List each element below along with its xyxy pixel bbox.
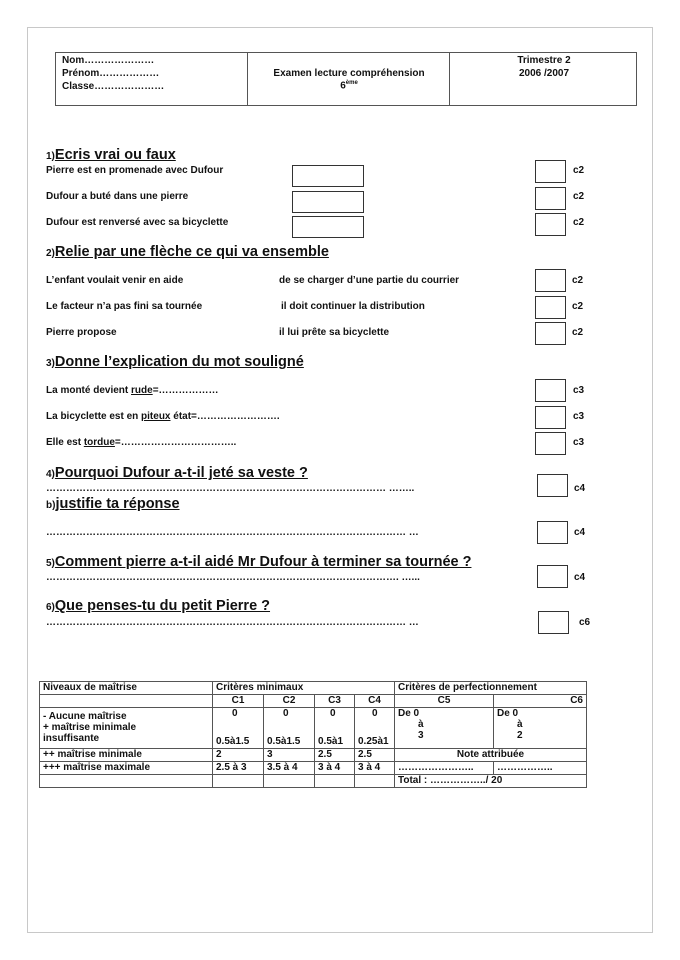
criterion-label: c2 xyxy=(573,217,585,228)
grid-cell: De 0 à 3 xyxy=(395,708,494,749)
grid-cell: 3 à 4 xyxy=(315,762,355,775)
criterion-label: c2 xyxy=(572,327,584,338)
question-1-heading: 1)Ecris vrai ou faux xyxy=(46,147,176,163)
grid-cell: 2.5 xyxy=(355,749,395,762)
grid-col-label: C5 xyxy=(395,695,494,708)
school-year: 2006 /2007 xyxy=(518,68,570,79)
grid-cell: 0 0.5à1.5 xyxy=(213,708,264,749)
trimestre: Trimestre 2 xyxy=(517,55,571,66)
question-3-heading: 3)Donne l’explication du mot souligné xyxy=(46,354,304,370)
grid-cell: De 0 à 2 xyxy=(494,708,587,749)
note-attribuee-label: Note attribuée xyxy=(395,749,587,762)
underlined-word: tordue xyxy=(83,437,115,448)
question-2-heading: 2)Relie par une flèche ce qui va ensemble xyxy=(46,244,329,260)
score-box[interactable] xyxy=(535,213,566,236)
criterion-label: c6 xyxy=(579,617,591,628)
exam-level: 6ème xyxy=(340,80,358,92)
grid-cell: 3.5 à 4 xyxy=(264,762,315,775)
score-box[interactable] xyxy=(535,160,566,183)
grid-header-minimaux: Critères minimaux xyxy=(213,682,395,695)
q2-left-item: Le facteur n’a pas fini sa tournée xyxy=(46,301,203,312)
q2-right-item: il lui prête sa bicyclette xyxy=(279,327,390,338)
criterion-label: c2 xyxy=(573,191,585,202)
q2-left-item: Pierre propose xyxy=(46,327,117,338)
answer-line[interactable]: ………………………………………………………………………………………… …….. xyxy=(46,483,415,494)
answer-line[interactable]: ……………………………………………………………………………………………. …... xyxy=(46,572,420,583)
criterion-label: c4 xyxy=(574,572,586,583)
total-field[interactable]: Total : ……………../ 20 xyxy=(395,775,587,788)
criterion-label: c2 xyxy=(572,301,584,312)
q2-left-item: L’enfant voulait venir en aide xyxy=(46,275,184,286)
grid-col-label: C3 xyxy=(315,695,355,708)
underlined-word: piteux xyxy=(141,411,171,422)
underlined-word: rude xyxy=(131,385,153,396)
grid-col-label: C6 xyxy=(494,695,587,708)
field-classe: Classe………………… xyxy=(62,81,165,92)
exam-title: Examen lecture compréhension xyxy=(273,68,425,79)
answer-line[interactable]: ……………………………………………………………………………………………… … xyxy=(46,527,419,538)
grid-row-label: +++ maîtrise maximale xyxy=(40,762,213,775)
score-box[interactable] xyxy=(535,296,566,319)
criterion-label: c2 xyxy=(572,275,584,286)
field-nom: Nom………………… xyxy=(62,55,155,66)
answer-box[interactable] xyxy=(292,191,364,213)
score-box[interactable] xyxy=(537,521,568,544)
grid-cell: 0 0.5à1.5 xyxy=(264,708,315,749)
q2-right-item: il doit continuer la distribution xyxy=(281,301,425,312)
grid-cell: 2.5 à 3 xyxy=(213,762,264,775)
note-field[interactable]: ………………….. xyxy=(395,762,494,775)
answer-line[interactable]: ……………………………………………………………………………………………… … xyxy=(46,617,419,628)
header-divider xyxy=(449,53,450,105)
score-box[interactable] xyxy=(535,269,566,292)
answer-box[interactable] xyxy=(292,165,364,187)
grid-row-label: - Aucune maîtrise + maîtrise minimale insuffisante xyxy=(40,708,213,749)
score-box[interactable] xyxy=(535,379,566,402)
q1-statement: Pierre est en promenade avec Dufour xyxy=(46,165,224,176)
q2-right-item: de se charger d’une partie du courrier xyxy=(279,275,460,286)
grid-cell: 3 à 4 xyxy=(355,762,395,775)
criterion-label: c4 xyxy=(574,527,586,538)
question-4b-heading: b)justifie ta réponse xyxy=(46,496,180,512)
score-box[interactable] xyxy=(535,322,566,345)
score-box[interactable] xyxy=(537,565,568,588)
grid-cell: 0 0.25à1 xyxy=(355,708,395,749)
grid-header-niveaux: Niveaux de maîtrise xyxy=(40,682,213,695)
grid-row-label: ++ maîtrise minimale xyxy=(40,749,213,762)
grid-cell: 2 xyxy=(213,749,264,762)
criterion-label: c4 xyxy=(574,483,586,494)
question-6-heading: 6)Que penses-tu du petit Pierre ? xyxy=(46,598,271,614)
score-box[interactable] xyxy=(535,432,566,455)
grid-cell: 0 0.5à1 xyxy=(315,708,355,749)
grid-cell: 3 xyxy=(264,749,315,762)
q3-item: La monté devient rude=……………… xyxy=(46,385,219,396)
criterion-label: c3 xyxy=(573,437,585,448)
header-divider xyxy=(247,53,248,105)
question-5-heading: 5)Comment pierre a-t-il aidé Mr Dufour à terminer sa tournée ? xyxy=(46,554,472,570)
grid-col-label: C1 xyxy=(213,695,264,708)
note-field[interactable]: …………….. xyxy=(494,762,587,775)
grid-cell: 2.5 xyxy=(315,749,355,762)
criterion-label: c3 xyxy=(573,385,585,396)
q3-item: La bicyclette est en piteux état=……………………. xyxy=(46,411,280,422)
exam-header xyxy=(55,52,637,106)
score-box[interactable] xyxy=(538,611,569,634)
score-box[interactable] xyxy=(535,187,566,210)
answer-box[interactable] xyxy=(292,216,364,238)
question-4-heading: 4)Pourquoi Dufour a-t-il jeté sa veste ? xyxy=(46,465,308,481)
grid-col-label: C2 xyxy=(264,695,315,708)
grid-header-perfectionnement: Critères de perfectionnement xyxy=(395,682,587,695)
score-box[interactable] xyxy=(535,406,566,429)
q1-statement: Dufour est renversé avec sa bicyclette xyxy=(46,217,229,228)
criterion-label: c3 xyxy=(573,411,585,422)
q1-statement: Dufour a buté dans une pierre xyxy=(46,191,189,202)
grading-grid xyxy=(39,681,587,788)
score-box[interactable] xyxy=(537,474,568,497)
criterion-label: c2 xyxy=(573,165,585,176)
grid-col-label: C4 xyxy=(355,695,395,708)
field-prenom: Prénom……………… xyxy=(62,68,160,79)
q3-item: Elle est tordue=…………………………….. xyxy=(46,437,237,448)
